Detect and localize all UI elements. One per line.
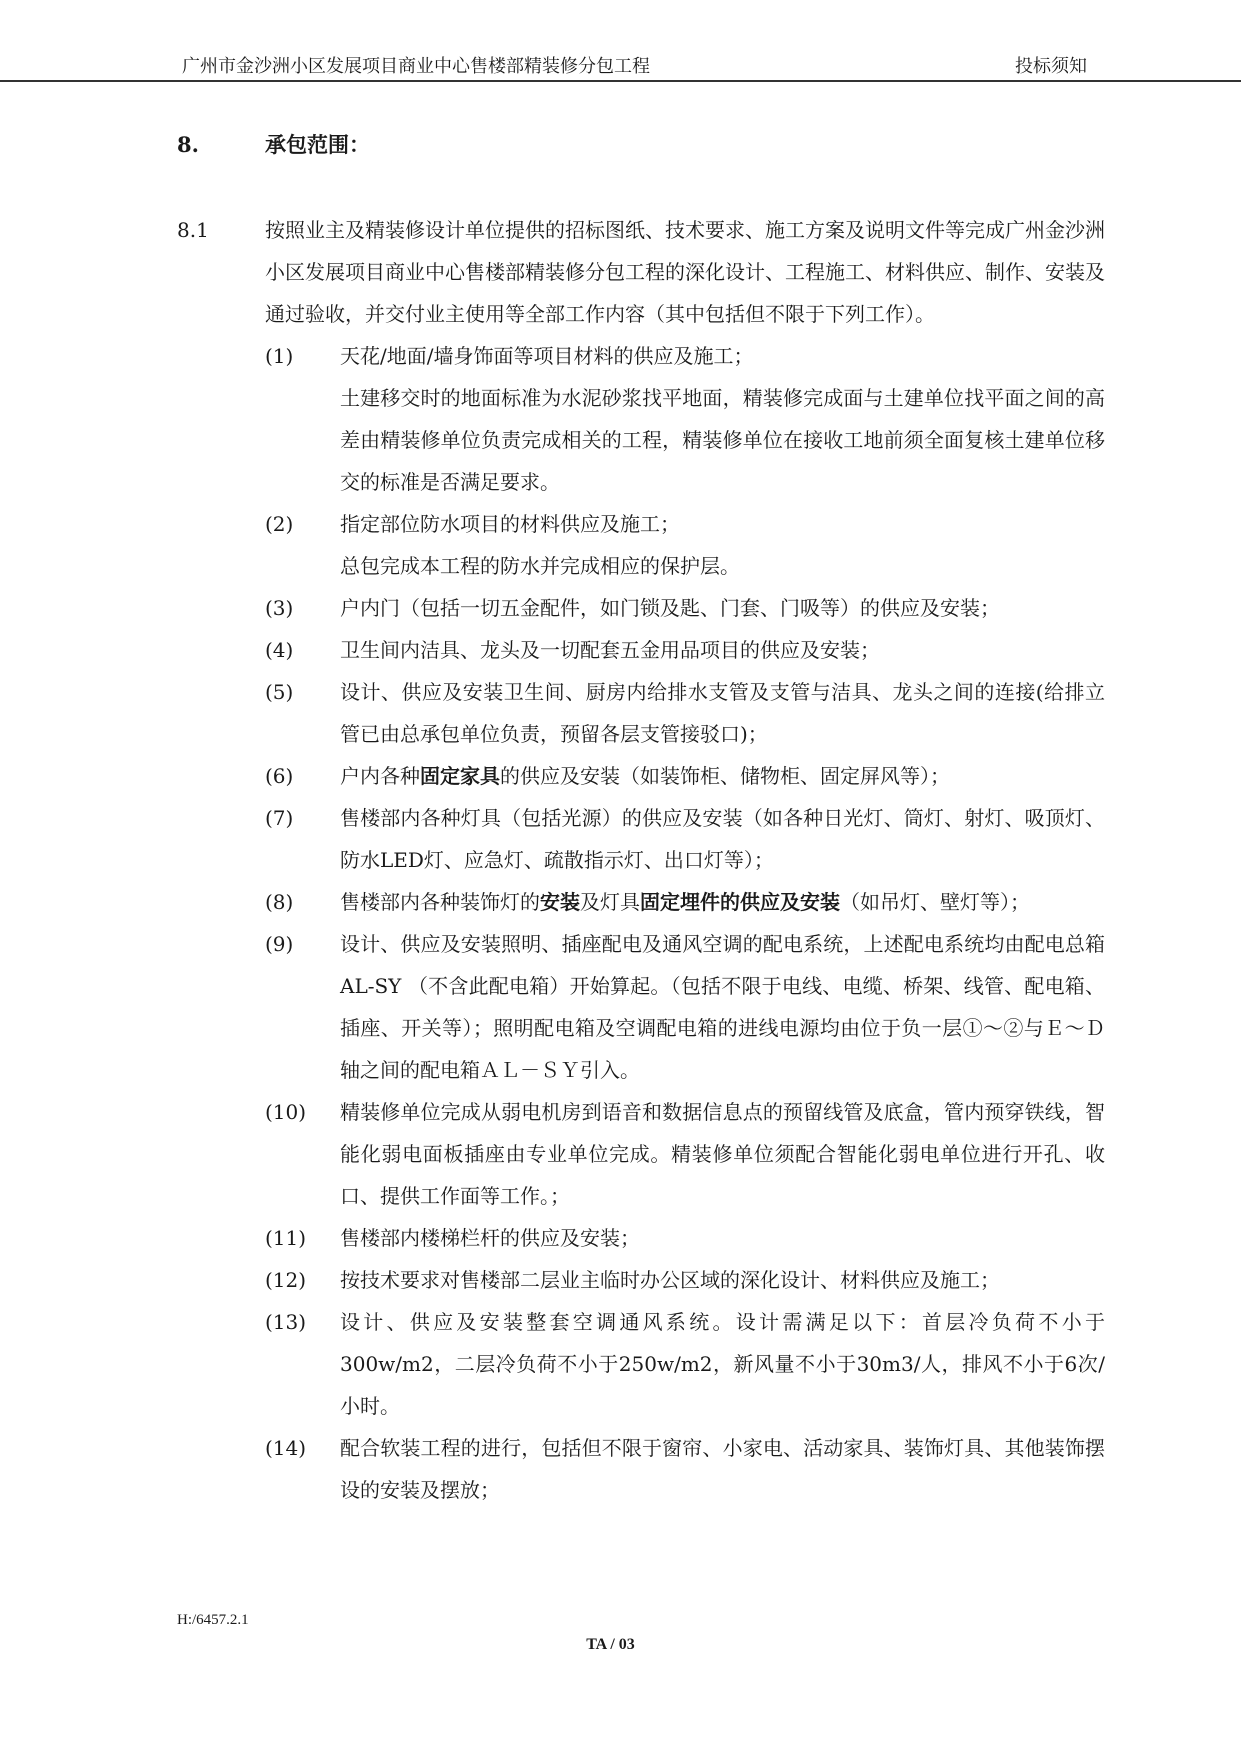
scope-item-text-run: 户内各种 — [340, 764, 420, 788]
scope-item — [265, 755, 1107, 797]
scope-item-body — [340, 1217, 1105, 1259]
header-section-label: 投标须知 — [1015, 56, 1087, 77]
scope-item — [265, 1217, 1107, 1259]
scope-item — [265, 335, 1107, 503]
scope-item-text: 精装修单位完成从弱电机房到语音和数据信息点的预留线管及底盒，管内预穿铁线，智能化弱电面板插座由专业单位完成。精装修单位须配合智能化弱电单位进行开孔、收口、提供工作面等工作。； — [340, 1100, 1105, 1208]
scope-item — [265, 1091, 1107, 1217]
scope-item-body — [340, 881, 1105, 923]
scope-item-body — [340, 587, 1105, 629]
scope-item-number: (6) — [265, 764, 294, 788]
scope-item-text: 售楼部内各种灯具（包括光源）的供应及安装（如各种日光灯、筒灯、射灯、吸顶灯、防水LED灯、应急灯、疏散指示灯、出口灯等）； — [340, 806, 1105, 872]
scope-item — [265, 881, 1107, 923]
section-title: 承包范围： — [265, 132, 370, 157]
scope-item-body — [340, 1091, 1105, 1217]
scope-item — [265, 671, 1107, 755]
scope-item-text-run: 售楼部内各种装饰灯的 — [340, 890, 540, 914]
scope-item-text: 土建移交时的地面标准为水泥砂浆找平地面，精装修完成面与土建单位找平面之间的高差由精装修单位负责完成相关的工程，精装修单位在接收工地前须全面复核土建单位移交的标准是否满足要求。 — [340, 386, 1105, 494]
page-number: TA / 03 — [586, 1636, 635, 1653]
scope-item-text: 设计、供应及安装整套空调通风系统。设计需满足以下：首层冷负荷不小于300w/m2，二层冷负荷不小于250w/m2，新风量不小于30m3/人，排风不小于6次/小时。 — [340, 1310, 1105, 1418]
scope-item-body — [340, 797, 1105, 881]
scope-item-text: 天花/地面/墙身饰面等项目材料的供应及施工； — [340, 344, 754, 368]
clause-text: 按照业主及精装修设计单位提供的招标图纸、技术要求、施工方案及说明文件等完成广州金沙洲小区发展项目商业中心售楼部精装修分包工程的深化设计、工程施工、材料供应、制作、安装及通过验收，并交付业主使用等全部工作内容（其中包括但不限于下列工作）。 — [265, 218, 1105, 326]
scope-item-body — [340, 755, 1105, 797]
scope-item-body — [340, 1259, 1105, 1301]
scope-item-number: (10) — [265, 1100, 307, 1124]
section-number: 8. — [177, 132, 199, 157]
scope-item-body — [340, 1301, 1105, 1427]
scope-item-body — [340, 923, 1105, 1091]
scope-item-body — [340, 671, 1105, 755]
scope-item-text: 设计、供应及安装照明、插座配电及通风空调的配电系统，上述配电系统均由配电总箱AL-SY （不含此配电箱）开始算起。（包括不限于电线、电缆、桥架、线管、配电箱、插座、开关等）；照明配电箱及空调配电箱的进线电源均由位于负一层①～②与Ｅ～Ｄ轴之间的配电箱ＡＬ－ＳＹ引入。 — [340, 932, 1105, 1082]
scope-item-text-run: 的供应及安装（如装饰柜、储物柜、固定屏风等）； — [500, 764, 950, 788]
scope-item-body — [340, 335, 1105, 503]
scope-item-text-run: 及灯具 — [580, 890, 640, 914]
scope-item — [265, 1301, 1107, 1427]
scope-item-number: (8) — [265, 890, 294, 914]
scope-item — [265, 1259, 1107, 1301]
scope-item-number: (14) — [265, 1436, 307, 1460]
scope-item-number: (11) — [265, 1226, 307, 1250]
scope-item-body — [340, 629, 1105, 671]
scope-item-body — [340, 503, 1105, 587]
clause-paragraph — [177, 209, 1107, 335]
scope-item-number: (5) — [265, 680, 294, 704]
header-title: 广州市金沙洲小区发展项目商业中心售楼部精装修分包工程 — [182, 56, 650, 77]
scope-item-text: 售楼部内楼梯栏杆的供应及安装； — [340, 1226, 640, 1250]
scope-item — [265, 503, 1107, 587]
scope-item-body — [340, 1427, 1105, 1511]
scope-item-number: (7) — [265, 806, 294, 830]
scope-item-text: 按技术要求对售楼部二层业主临时办公区域的深化设计、材料供应及施工； — [340, 1268, 1000, 1292]
scope-item-number: (12) — [265, 1268, 307, 1292]
scope-item — [265, 1427, 1107, 1511]
scope-item-number: (4) — [265, 638, 294, 662]
scope-item-number: (1) — [265, 344, 294, 368]
emphasis-text: 固定埋件的供应及安装 — [640, 890, 840, 914]
document-body — [177, 125, 1107, 1511]
scope-item-text: 总包完成本工程的防水并完成相应的保护层。 — [340, 554, 740, 578]
scope-item-number: (3) — [265, 596, 294, 620]
scope-item — [265, 923, 1107, 1091]
section-heading — [177, 125, 1107, 165]
scope-item-number: (13) — [265, 1310, 307, 1334]
scope-item-text-run: （如吊灯、壁灯等）； — [840, 890, 1030, 914]
header-divider — [0, 80, 1241, 82]
scope-item-text: 配合软装工程的进行，包括但不限于窗帘、小家电、活动家具、装饰灯具、其他装饰摆设的安装及摆放； — [340, 1436, 1105, 1502]
scope-item-number: (9) — [265, 932, 294, 956]
page-header — [182, 52, 1087, 82]
scope-item-text: 户内门（包括一切五金配件，如门锁及匙、门套、门吸等）的供应及安装； — [340, 596, 1000, 620]
emphasis-text: 安装 — [540, 890, 580, 914]
scope-item — [265, 587, 1107, 629]
scope-item-number: (2) — [265, 512, 294, 536]
scope-item-list — [265, 335, 1107, 1511]
scope-item-text: 设计、供应及安装卫生间、厨房内给排水支管及支管与洁具、龙头之间的连接(给排立管已由总承包单位负责，预留各层支管接驳口)； — [340, 680, 1105, 746]
scope-item-text: 指定部位防水项目的材料供应及施工； — [340, 512, 680, 536]
scope-item-text — [340, 755, 1105, 797]
scope-item-text — [340, 881, 1105, 923]
clause-number: 8.1 — [177, 218, 209, 242]
scope-item — [265, 629, 1107, 671]
scope-item — [265, 797, 1107, 881]
document-code: H:/6457.2.1 — [177, 1612, 249, 1628]
scope-item-text: 卫生间内洁具、龙头及一切配套五金用品项目的供应及安装； — [340, 638, 880, 662]
emphasis-text: 固定家具 — [420, 764, 500, 788]
